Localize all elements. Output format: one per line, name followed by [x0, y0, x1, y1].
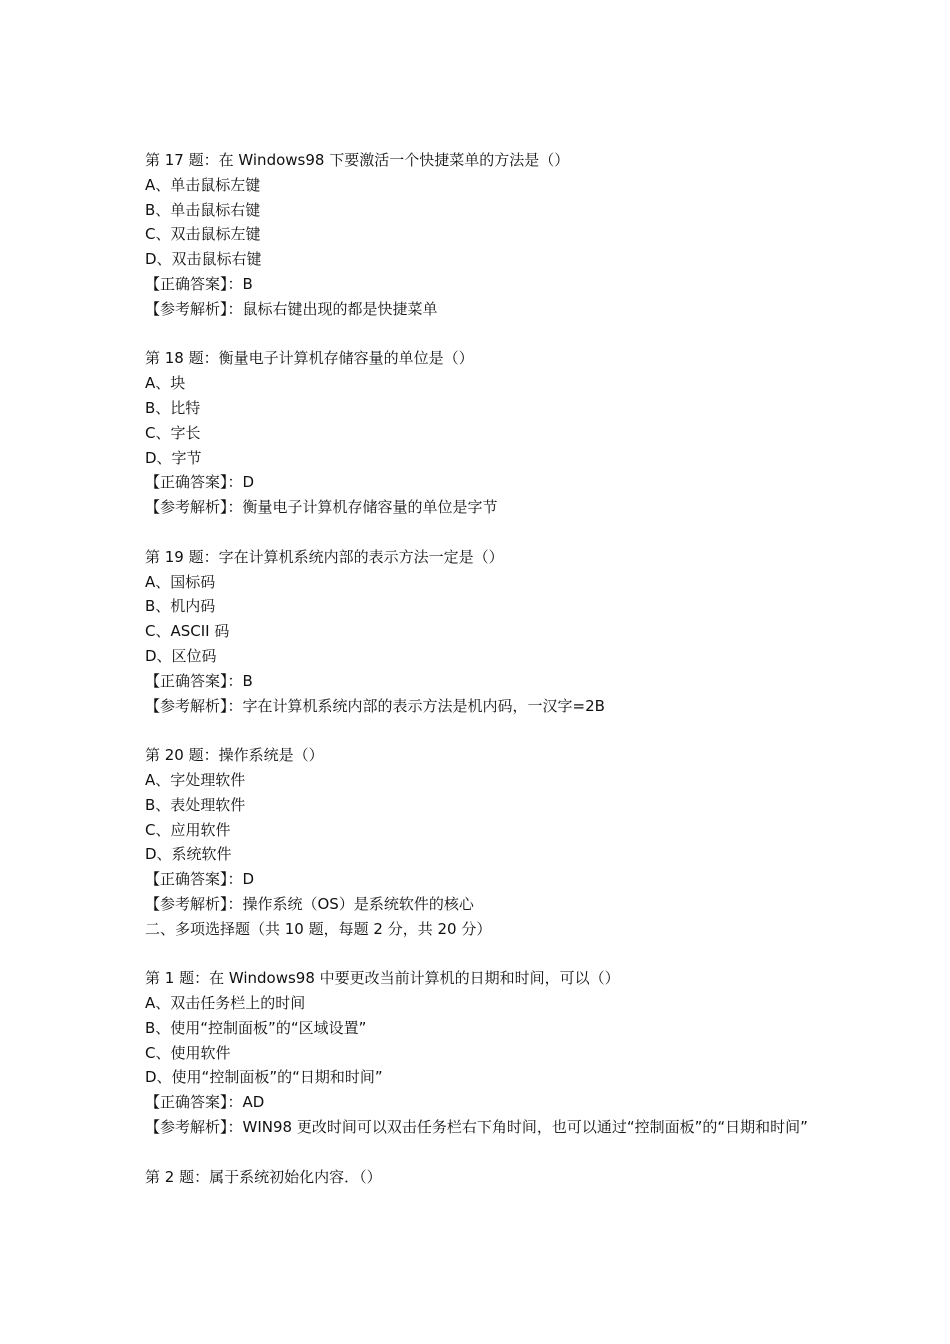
- question-block-20: [145, 743, 835, 917]
- question-block-18: [145, 346, 835, 520]
- correct-answer: 【正确答案】：B: [145, 274, 253, 293]
- question-title: 第 19 题：字在计算机系统内部的表示方法一定是（）: [145, 547, 504, 566]
- option-b: B、使用“控制面板”的“区域设置”: [145, 1018, 367, 1037]
- blank-line: [145, 1140, 835, 1165]
- option-a: A、字处理软件: [145, 770, 246, 789]
- question-title: 第 17 题：在 Windows98 下要激活一个快捷菜单的方法是（）: [145, 151, 570, 169]
- question-title: 第 20 题：操作系统是（）: [145, 746, 324, 765]
- option-c: C、应用软件: [145, 820, 231, 839]
- question-title: 第 2 题：属于系统初始化内容．（）: [145, 1167, 382, 1186]
- option-c: C、ASCII 码: [145, 622, 230, 641]
- option-d: D、区位码: [145, 646, 217, 665]
- question-block-multi-2: [145, 1165, 835, 1190]
- option-c: C、字长: [145, 423, 201, 442]
- question-title: 第 1 题：在 Windows98 中要更改当前计算机的日期和时间，可以（）: [145, 969, 620, 988]
- correct-answer: 【正确答案】：D: [145, 473, 255, 492]
- question-title: 第 18 题：衡量电子计算机存储容量的单位是（）: [145, 349, 474, 368]
- blank-line: [145, 520, 835, 545]
- option-a: A、国标码: [145, 572, 216, 591]
- option-a: A、单击鼠标左键: [145, 175, 261, 194]
- document-page: [145, 148, 835, 1189]
- option-d: D、使用“控制面板”的“日期和时间”: [145, 1068, 383, 1087]
- blank-line: [145, 322, 835, 347]
- option-d: D、系统软件: [145, 845, 232, 864]
- blank-line: [145, 942, 835, 967]
- question-block-multi-1: [145, 966, 835, 1140]
- option-c: C、双击鼠标左键: [145, 225, 261, 244]
- answer-analysis: 【参考解析】：鼠标右键出现的都是快捷菜单: [145, 299, 438, 318]
- option-c: C、使用软件: [145, 1043, 231, 1062]
- option-b: B、单击鼠标右键: [145, 200, 261, 219]
- option-a: A、双击任务栏上的时间: [145, 994, 306, 1013]
- answer-analysis: 【参考解析】：操作系统（OS）是系统软件的核心: [145, 894, 474, 913]
- option-b: B、表处理软件: [145, 795, 246, 814]
- correct-answer: 【正确答案】：D: [145, 870, 255, 889]
- option-b: B、比特: [145, 398, 201, 417]
- correct-answer: 【正确答案】：B: [145, 671, 253, 690]
- option-d: D、字节: [145, 448, 202, 467]
- blank-line: [145, 718, 835, 743]
- question-block-17: [145, 148, 835, 322]
- correct-answer: 【正确答案】：AD: [145, 1093, 265, 1112]
- answer-analysis: 【参考解析】：字在计算机系统内部的表示方法是机内码，一汉字=2B: [145, 696, 605, 715]
- option-d: D、双击鼠标右键: [145, 250, 262, 269]
- option-b: B、机内码: [145, 597, 216, 616]
- section-heading: 二、多项选择题（共 10 题，每题 2 分，共 20 分）: [145, 919, 492, 938]
- answer-analysis: 【参考解析】：WIN98 更改时间可以双击任务栏右下角时间，也可以通过“控制面板”的“日期和时间”: [145, 1118, 808, 1137]
- answer-analysis: 【参考解析】：衡量电子计算机存储容量的单位是字节: [145, 498, 498, 517]
- option-a: A、块: [145, 374, 186, 393]
- question-block-19: [145, 545, 835, 719]
